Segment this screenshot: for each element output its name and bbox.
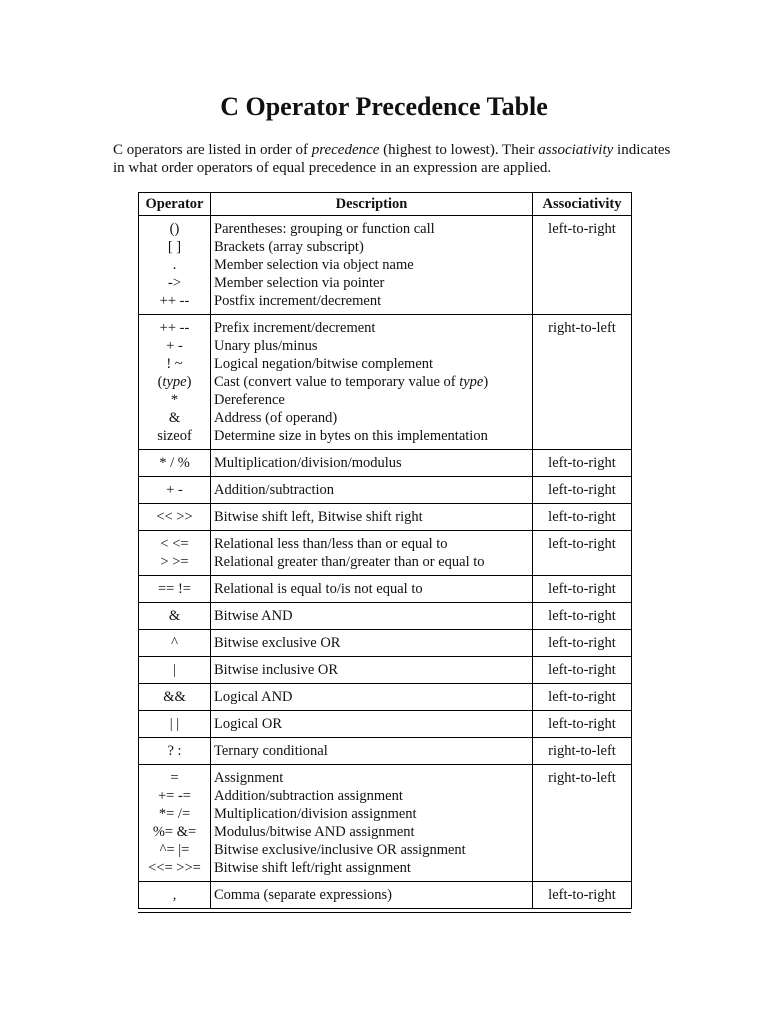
operator-text: ? : xyxy=(167,743,182,759)
operator-symbol xyxy=(139,634,210,652)
operator-text: << >> xyxy=(156,509,193,525)
description-cell xyxy=(211,684,533,711)
operator-cell xyxy=(139,504,211,531)
operator-description xyxy=(214,553,532,571)
table-row xyxy=(139,216,632,315)
description-cell xyxy=(211,630,533,657)
operator-symbol xyxy=(139,409,210,427)
operator-description xyxy=(214,274,532,292)
operator-text: %= &= xyxy=(152,824,197,840)
operator-text: | xyxy=(173,662,176,678)
operator-text: & xyxy=(168,410,181,426)
description-text: Bitwise AND xyxy=(214,608,293,624)
operator-symbol xyxy=(139,355,210,373)
operator-text: + - xyxy=(166,338,183,354)
associativity-cell: left-to-right xyxy=(533,504,632,531)
description-text: Determine size in bytes on this implementation xyxy=(214,428,488,444)
operator-text: && xyxy=(163,689,186,705)
associativity-cell: left-to-right xyxy=(533,603,632,630)
associativity-cell: left-to-right xyxy=(533,630,632,657)
description-text-after: ) xyxy=(483,374,489,390)
associativity-cell: left-to-right xyxy=(533,657,632,684)
description-cell xyxy=(211,216,533,315)
operator-description xyxy=(214,238,532,256)
operator-cell xyxy=(139,315,211,450)
operator-description xyxy=(214,886,532,904)
operator-text: & xyxy=(168,608,181,624)
operator-symbol xyxy=(139,238,210,256)
description-text: Relational is equal to/is not equal to xyxy=(214,581,423,597)
operator-symbol xyxy=(139,337,210,355)
operator-cell xyxy=(139,630,211,657)
description-text: Addition/subtraction assignment xyxy=(214,788,403,804)
description-cell xyxy=(211,450,533,477)
operator-description xyxy=(214,580,532,598)
operator-description xyxy=(214,823,532,841)
operator-symbol xyxy=(139,391,210,409)
operator-cell xyxy=(139,450,211,477)
description-cell xyxy=(211,657,533,684)
intro-text-3: indicates in what order operators of equal precedence in an expression are applied. xyxy=(113,142,671,176)
operator-description xyxy=(214,661,532,679)
description-text: Member selection via object name xyxy=(214,257,414,273)
operator-text: | | xyxy=(169,716,180,732)
description-cell xyxy=(211,477,533,504)
intro-term-associativity: associativity xyxy=(538,142,614,158)
description-cell xyxy=(211,882,533,909)
operator-symbol xyxy=(139,886,210,904)
table-row xyxy=(139,882,632,909)
description-text: Logical negation/bitwise complement xyxy=(214,356,434,372)
description-text: Bitwise exclusive OR xyxy=(214,635,341,651)
operator-text: * xyxy=(170,392,179,408)
operator-text: * / % xyxy=(159,455,190,471)
description-cell xyxy=(211,531,533,576)
associativity-cell: left-to-right xyxy=(533,531,632,576)
description-cell xyxy=(211,504,533,531)
operator-cell xyxy=(139,657,211,684)
operator-description xyxy=(214,256,532,274)
operator-text: ( xyxy=(157,374,163,390)
operator-symbol xyxy=(139,481,210,499)
intro-paragraph xyxy=(113,141,673,177)
description-text: Logical OR xyxy=(214,716,283,732)
operator-symbol xyxy=(139,859,210,877)
operator-cell xyxy=(139,882,211,909)
precedence-table-container xyxy=(138,192,631,913)
operator-symbol xyxy=(139,535,210,553)
description-text: Prefix increment/decrement xyxy=(214,320,376,336)
operator-symbol xyxy=(139,805,210,823)
operator-cell xyxy=(139,738,211,765)
operator-symbol xyxy=(139,220,210,238)
table-row xyxy=(139,477,632,504)
operator-symbol xyxy=(139,742,210,760)
operator-text: sizeof xyxy=(157,428,192,444)
table-row xyxy=(139,765,632,882)
description-text: Member selection via pointer xyxy=(214,275,385,291)
page-title: C Operator Precedence Table xyxy=(220,92,548,121)
operator-cell xyxy=(139,576,211,603)
table-row xyxy=(139,684,632,711)
operator-text: *= /= xyxy=(158,806,191,822)
operator-text: == != xyxy=(158,581,191,597)
description-text: Unary plus/minus xyxy=(214,338,318,354)
header-operator: Operator xyxy=(139,193,211,216)
description-text: Ternary conditional xyxy=(214,743,328,759)
table-row xyxy=(139,576,632,603)
description-text: Multiplication/division/modulus xyxy=(214,455,402,471)
header-associativity: Associativity xyxy=(533,193,632,216)
table-row xyxy=(139,630,632,657)
intro-text-2: (highest to lowest). Their xyxy=(379,142,539,158)
operator-description xyxy=(214,688,532,706)
operator-cell xyxy=(139,765,211,882)
operator-description xyxy=(214,535,532,553)
operator-description xyxy=(214,481,532,499)
description-text: Bitwise exclusive/inclusive OR assignment xyxy=(214,842,466,858)
operator-description xyxy=(214,841,532,859)
operator-text: < <= xyxy=(160,536,189,552)
table-row xyxy=(139,657,632,684)
associativity-cell: left-to-right xyxy=(533,711,632,738)
operator-description xyxy=(214,427,532,445)
intro-term-precedence: precedence xyxy=(311,142,380,158)
table-header-row xyxy=(139,193,632,216)
operator-symbol xyxy=(139,580,210,598)
table-row xyxy=(139,711,632,738)
operator-symbol xyxy=(139,373,210,391)
operator-cell xyxy=(139,531,211,576)
operator-symbol xyxy=(139,292,210,310)
operator-symbol xyxy=(139,427,210,445)
operator-description xyxy=(214,607,532,625)
description-text: Modulus/bitwise AND assignment xyxy=(214,824,415,840)
description-italic: type xyxy=(459,374,484,390)
description-text: Cast (convert value to temporary value of xyxy=(214,374,460,390)
precedence-table xyxy=(138,192,632,909)
operator-text: <<= >>= xyxy=(148,860,201,876)
table-row xyxy=(139,603,632,630)
description-text: Relational less than/less than or equal to xyxy=(214,536,448,552)
operator-cell xyxy=(139,603,211,630)
associativity-cell: right-to-left xyxy=(533,765,632,882)
description-cell xyxy=(211,711,533,738)
table-body xyxy=(139,216,632,909)
header-description: Description xyxy=(211,193,533,216)
operator-text: ^ xyxy=(171,635,178,651)
operator-text: + - xyxy=(166,482,183,498)
operator-cell xyxy=(139,477,211,504)
operator-symbol xyxy=(139,454,210,472)
description-cell xyxy=(211,765,533,882)
description-text: Bitwise shift left, Bitwise shift right xyxy=(214,509,423,525)
operator-description xyxy=(214,715,532,733)
description-cell xyxy=(211,576,533,603)
description-text: Assignment xyxy=(214,770,284,786)
description-text: Postfix increment/decrement xyxy=(214,293,382,309)
operator-description xyxy=(214,454,532,472)
operator-symbol xyxy=(139,841,210,859)
operator-text: > >= xyxy=(160,554,189,570)
description-text: Comma (separate expressions) xyxy=(214,887,392,903)
operator-symbol xyxy=(139,688,210,706)
operator-text: , xyxy=(172,887,177,903)
operator-text: ^= |= xyxy=(159,842,190,858)
associativity-cell: left-to-right xyxy=(533,450,632,477)
operator-description xyxy=(214,742,532,760)
operator-text: += -= xyxy=(158,788,191,804)
table-row xyxy=(139,531,632,576)
operator-symbol xyxy=(139,508,210,526)
operator-symbol xyxy=(139,787,210,805)
operator-description xyxy=(214,292,532,310)
description-cell xyxy=(211,603,533,630)
operator-description xyxy=(214,769,532,787)
description-text: Logical AND xyxy=(214,689,293,705)
operator-description xyxy=(214,859,532,877)
description-text: Address (of operand) xyxy=(214,410,338,426)
operator-description xyxy=(214,337,532,355)
description-text: Dereference xyxy=(214,392,285,408)
operator-description xyxy=(214,508,532,526)
operator-symbol xyxy=(139,661,210,679)
operator-symbol xyxy=(139,715,210,733)
description-text: Bitwise inclusive OR xyxy=(214,662,339,678)
associativity-cell: left-to-right xyxy=(533,216,632,315)
operator-text: -> xyxy=(167,275,181,291)
associativity-cell: right-to-left xyxy=(533,738,632,765)
operator-cell xyxy=(139,216,211,315)
operator-text: = xyxy=(170,770,179,786)
description-text: Multiplication/division assignment xyxy=(214,806,417,822)
operator-symbol xyxy=(139,823,210,841)
table-row xyxy=(139,738,632,765)
description-text: Parentheses: grouping or function call xyxy=(214,221,435,237)
operator-description xyxy=(214,319,532,337)
operator-description xyxy=(214,373,532,391)
operator-text: ++ -- xyxy=(159,293,190,309)
operator-description xyxy=(214,409,532,427)
operator-text: [ ] xyxy=(167,239,182,255)
operator-cell xyxy=(139,684,211,711)
operator-description xyxy=(214,805,532,823)
description-cell xyxy=(211,738,533,765)
operator-text: . xyxy=(172,257,177,273)
table-row xyxy=(139,315,632,450)
operator-symbol xyxy=(139,769,210,787)
operator-description xyxy=(214,787,532,805)
operator-symbol xyxy=(139,553,210,571)
description-cell xyxy=(211,315,533,450)
operator-description xyxy=(214,634,532,652)
associativity-cell: left-to-right xyxy=(533,576,632,603)
table-row xyxy=(139,504,632,531)
operator-description xyxy=(214,391,532,409)
associativity-cell: left-to-right xyxy=(533,684,632,711)
operator-italic: type xyxy=(162,374,187,390)
associativity-cell: right-to-left xyxy=(533,315,632,450)
intro-text-1: C operators are listed in order of xyxy=(113,142,312,158)
operator-description xyxy=(214,220,532,238)
operator-description xyxy=(214,355,532,373)
description-text: Brackets (array subscript) xyxy=(214,239,364,255)
operator-symbol xyxy=(139,274,210,292)
table-row xyxy=(139,450,632,477)
operator-cell xyxy=(139,711,211,738)
operator-symbol xyxy=(139,607,210,625)
operator-text: ++ -- xyxy=(159,320,190,336)
operator-symbol xyxy=(139,256,210,274)
operator-text: ! ~ xyxy=(166,356,183,372)
description-text: Addition/subtraction xyxy=(214,482,335,498)
description-text: Relational greater than/greater than or equal to xyxy=(214,554,485,570)
operator-text-after: ) xyxy=(186,374,192,390)
associativity-cell: left-to-right xyxy=(533,477,632,504)
operator-symbol xyxy=(139,319,210,337)
operator-text: () xyxy=(169,221,180,237)
description-text: Bitwise shift left/right assignment xyxy=(214,860,411,876)
associativity-cell: left-to-right xyxy=(533,882,632,909)
